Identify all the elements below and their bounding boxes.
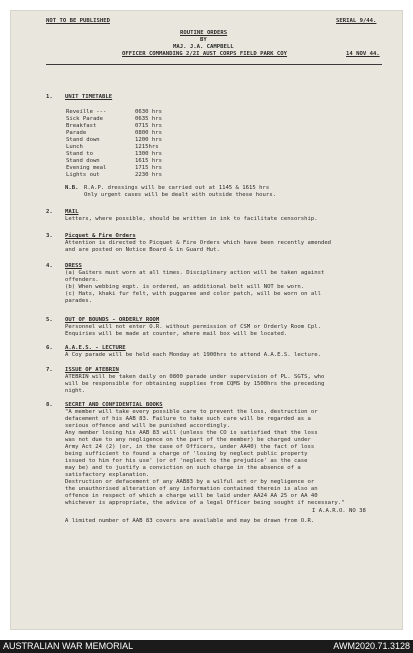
section-8-heading: SECRET AND CONFIDENTIAL BOOKS	[65, 402, 163, 408]
dress-item-b: (b) When webbing eqpt. is ordered, an additional belt will NOT be worn.	[65, 284, 305, 290]
section-8-reference: I A.A.R.O. NO 38	[312, 508, 366, 514]
section-7-line-2: will be responsible for obtaining supplies from CQMS by 1500hrs the preceding	[65, 381, 325, 387]
section-2-heading: MAIL	[65, 209, 79, 215]
nb-line-2: Only urgent cases will be dealt with outside these hours.	[84, 192, 276, 198]
dress-item-c: (c) Hats, khaki fur felt, with puggaree and color patch, will be worn on all	[65, 291, 321, 297]
footer-institution: AUSTRALIAN WAR MEMORIAL	[3, 641, 134, 651]
timetable-time: 0800 hrs	[135, 130, 162, 136]
archive-footer	[0, 640, 413, 653]
timetable-time: 1715 hrs	[135, 165, 162, 171]
section-8-number: 8.	[46, 402, 53, 408]
order-date: 14 NOV 44.	[346, 51, 380, 57]
serial-number: SERIAL 9/44.	[336, 18, 377, 24]
section-5-line-1: Personnel will not enter O.R. without permission of CSM or Orderly Room Cpl.	[65, 324, 321, 330]
dress-item-c-cont: parades.	[65, 298, 92, 304]
title-by: BY	[200, 37, 207, 43]
timetable-event: Breakfast	[66, 123, 97, 129]
timetable-time: 1200 hrs	[135, 137, 162, 143]
paragraph-line: "A member will take every possible care to prevent the loss, destruction or	[65, 409, 318, 415]
section-7-heading: ISSUE OF ATEBRIN	[65, 367, 119, 373]
paragraph-line: whichever is appropriate, the advice of a legal Officer being sought if necessary."	[65, 500, 345, 506]
paragraph-line: offence in respect of which a charge will be laid under AA24 AA 25 or AA 40	[65, 493, 318, 499]
timetable-event: Stand down	[66, 137, 100, 143]
document-page	[10, 10, 403, 630]
paragraph-line: was not due to any negligence on the part of the member) be charged under	[65, 437, 311, 443]
paragraph-line: the unauthorised alteration of any information contained therein is also an	[65, 486, 318, 492]
title-officer-name: MAJ. J.A. CAMPBELL	[173, 44, 234, 50]
nb-line-1: R.A.P. dressings will be carried out at 1145 & 1615 hrs	[84, 185, 270, 191]
timetable-event: Lunch	[66, 144, 83, 150]
section-3-line-1: Attention is directed to Picquet & Fire Orders which have been recently amended	[65, 240, 332, 246]
title-unit: OFFICER COMMANDING 2/2I AUST CORPS FIELD PARK COY	[122, 51, 288, 57]
paragraph-line: issued to him for his use' (or of 'neglect to the prejudice' as the case	[65, 458, 308, 464]
timetable-time: 0715 hrs	[135, 123, 162, 129]
timetable-time: 1215hrs	[135, 144, 159, 150]
timetable-time: 0635 hrs	[135, 116, 162, 122]
dress-item-a: (a) Gaiters must worn at all times. Disciplinary action will be taken against	[65, 270, 325, 276]
section-1-number: 1.	[46, 94, 53, 100]
section-2-number: 2.	[46, 209, 53, 215]
section-4-number: 4.	[46, 263, 53, 269]
section-6-number: 6.	[46, 345, 53, 351]
section-7-line-1: ATEBRIN will be taken daily on 0800 parade under supervision of PL. SGTS, who	[65, 374, 325, 380]
timetable-event: Stand to	[66, 151, 93, 157]
timetable-event: Evening meal	[66, 165, 107, 171]
section-6-body: A Coy parade will be held each Monday at 1900hrs to attend A.A.E.S. lecture.	[65, 352, 321, 358]
footer-accession-number: AWM2020.71.3128	[333, 641, 410, 651]
timetable-event: Sick Parade	[66, 116, 104, 122]
section-8-last-line: A limited number of AAB 83 covers are available and may be drawn from O.R.	[65, 518, 315, 524]
section-7-number: 7.	[46, 367, 53, 373]
section-3-heading: Picquet & Fire Orders	[65, 233, 136, 239]
nb-label: N.B.	[65, 185, 79, 191]
timetable-time: 1615 hrs	[135, 158, 162, 164]
section-4-heading: DRESS	[65, 263, 82, 269]
section-7-line-3: night.	[65, 388, 86, 394]
section-6-heading: A.A.E.S. - LECTURE	[65, 345, 126, 351]
timetable-event: Lights out	[66, 172, 100, 178]
timetable-time: 2230 hrs	[135, 172, 162, 178]
timetable-event: Stand down	[66, 158, 100, 164]
timetable-event: Reveille ---	[66, 109, 107, 115]
section-5-heading: OUT OF BOUNDS - ORDERLY ROOM	[65, 317, 160, 323]
section-2-body: Letters, where possible, should be written in ink to facilitate censorship.	[65, 216, 318, 222]
restriction-label: NOT TO BE PUBLISHED	[46, 18, 110, 24]
section-5-line-2: Enquiries will be made at counter, where mail box will be located.	[65, 331, 288, 337]
timetable-time: 0630 hrs	[135, 109, 162, 115]
paragraph-line: Army Act 24 (2) (or, in the case of Officers, under AA40) the fact of loss	[65, 444, 315, 450]
dress-item-a-cont: offenders.	[65, 277, 99, 283]
timetable-time: 1300 hrs	[135, 151, 162, 157]
section-3-number: 3.	[46, 233, 53, 239]
paragraph-line: Destruction or defacement of any AAB83 by a wilful act or by negligence or	[65, 479, 315, 485]
section-3-line-2: and are posted on Notice Board & in Guard Hut.	[65, 247, 220, 253]
paragraph-line: Any member losing his AAB 83 will (unless the CO is satisfied that the loss	[65, 430, 318, 436]
title-routine-orders: ROUTINE ORDERS	[180, 30, 228, 36]
header-divider	[46, 64, 382, 65]
paragraph-line: satisfactory explanation.	[65, 472, 150, 478]
paragraph-line: serious offence and will be punished accordingly.	[65, 423, 231, 429]
paragraph-line: may be) and to justify a conviction on such charge in the absence of a	[65, 465, 301, 471]
section-5-number: 5.	[46, 317, 53, 323]
section-1-heading: UNIT TIMETABLE	[65, 94, 113, 100]
paragraph-line: being sufficient to found a charge of 'losing by neglect public property	[65, 451, 308, 457]
timetable-event: Parade	[66, 130, 87, 136]
paragraph-line: defacement of his AAB 83. Failure to take such care will be regarded as a	[65, 416, 311, 422]
